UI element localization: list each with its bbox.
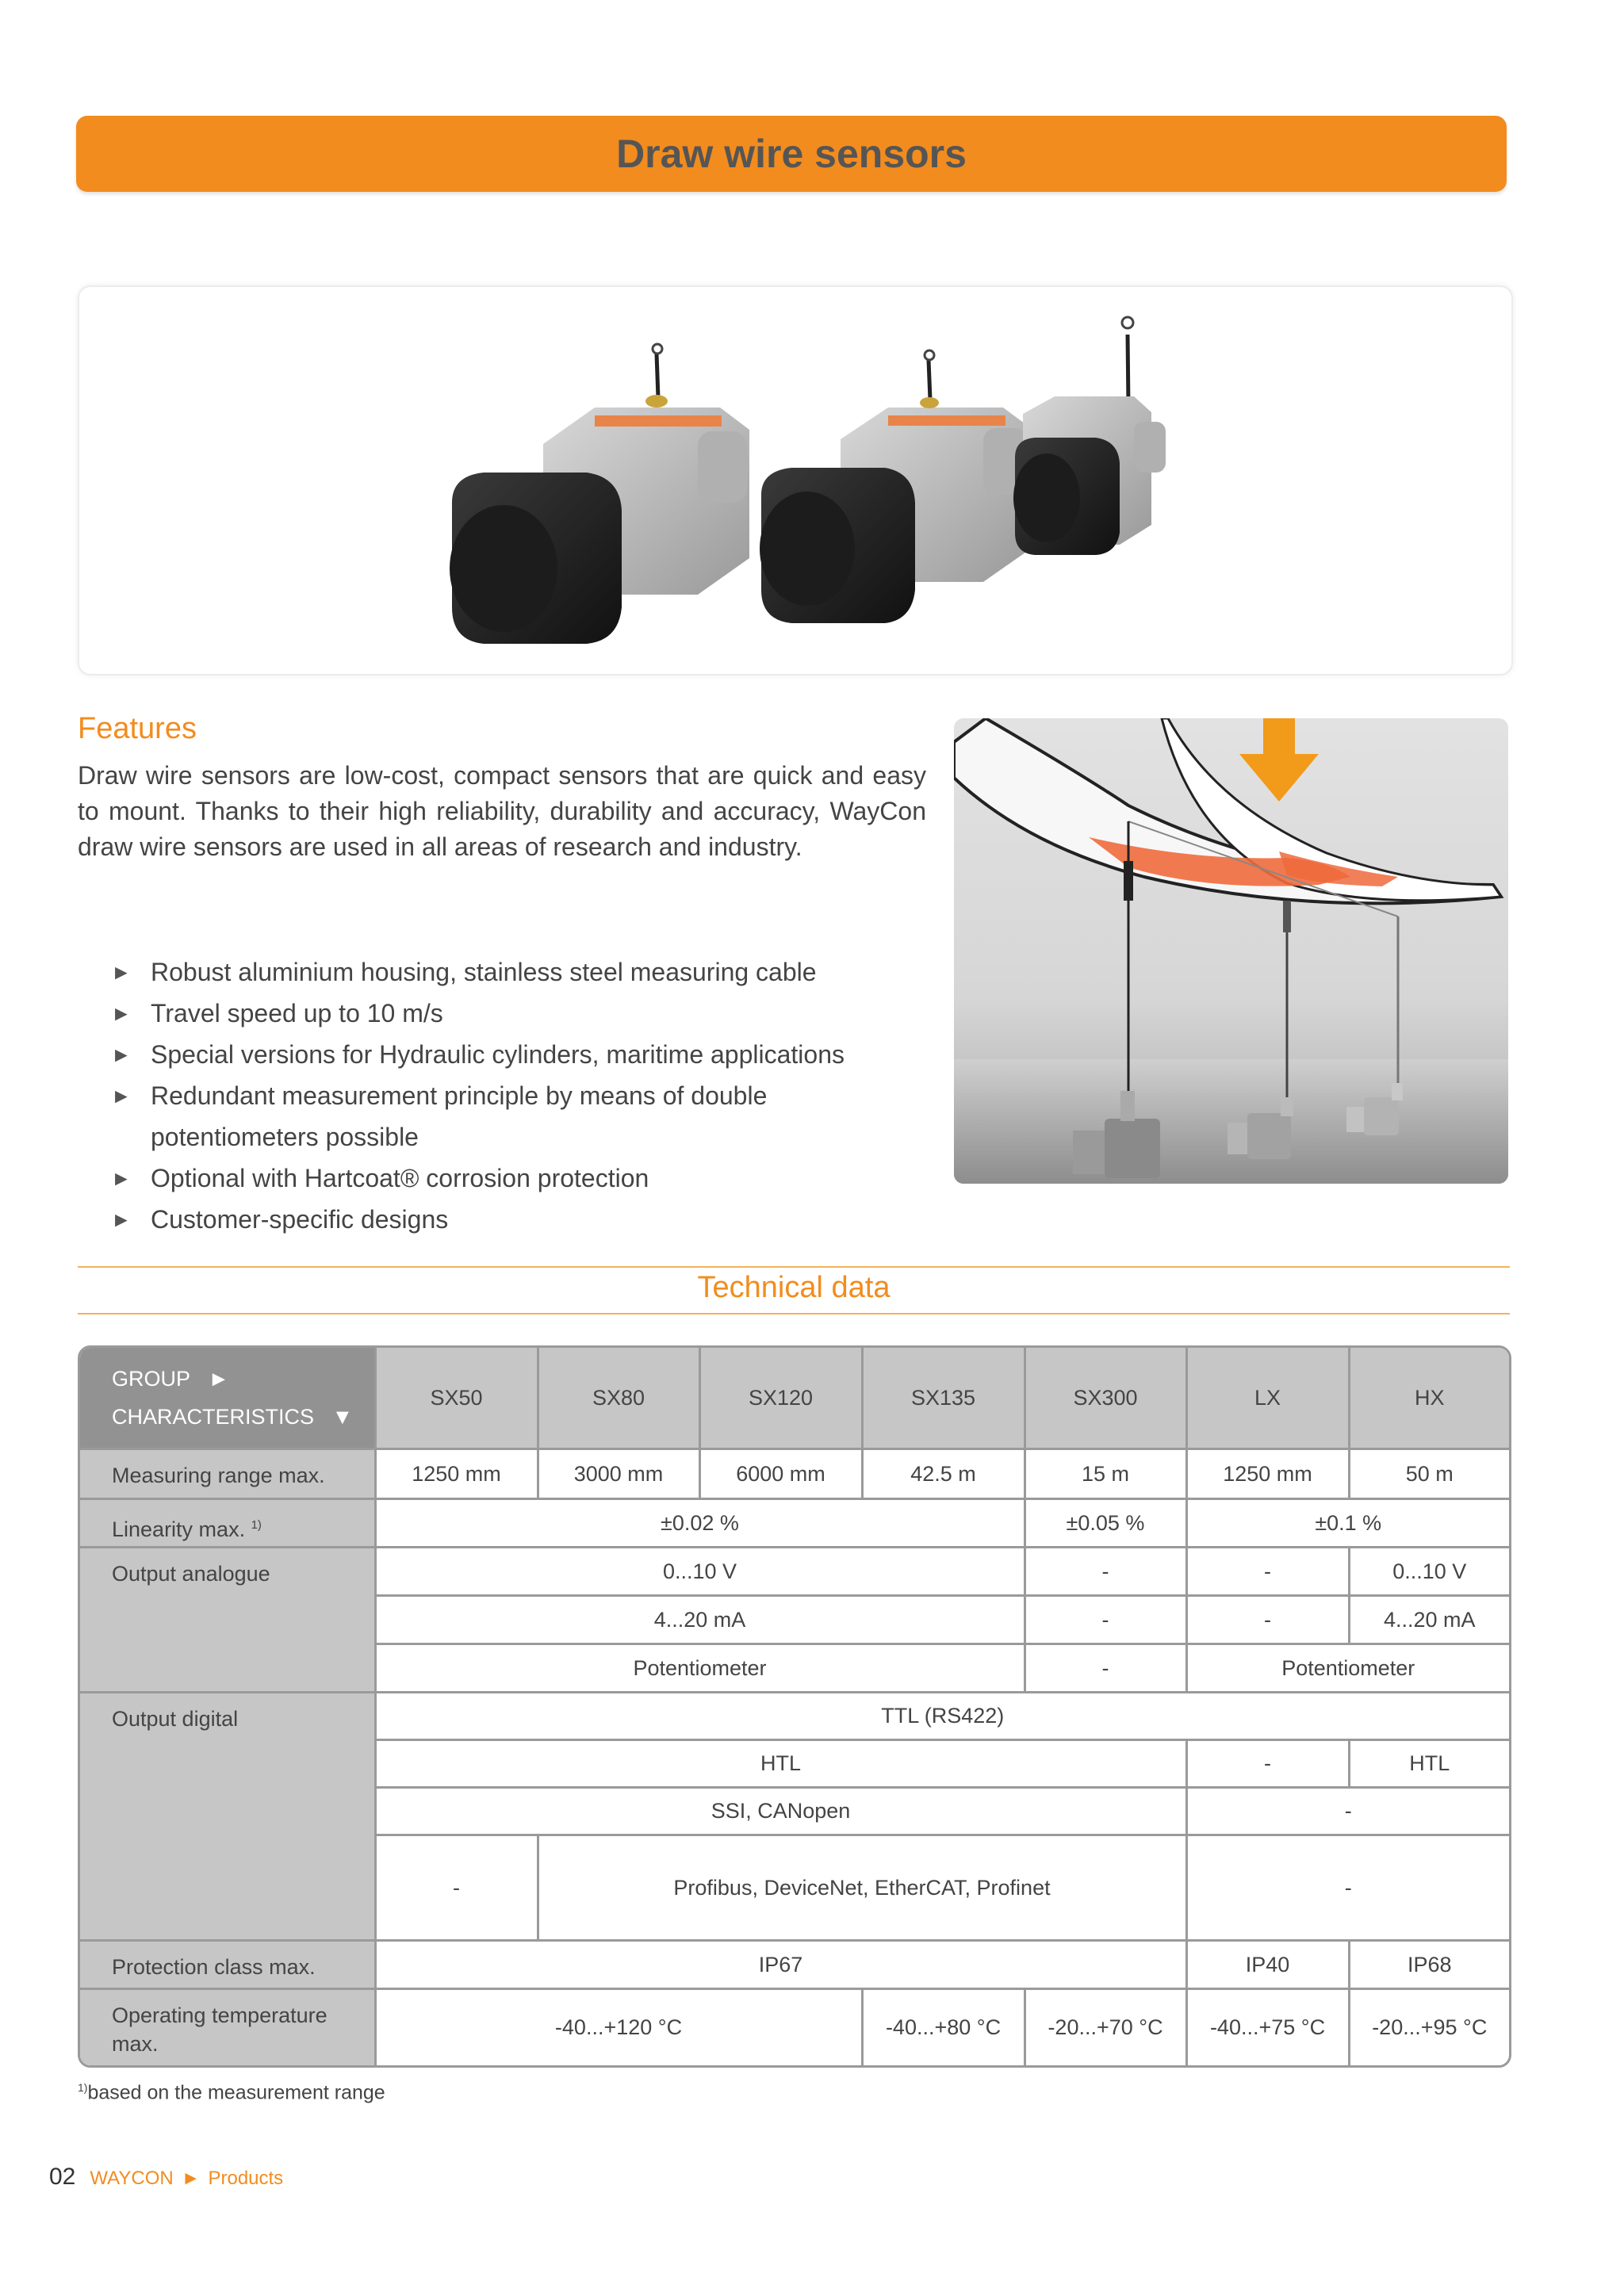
- sensor-large: [450, 344, 749, 644]
- table-cell: -20...+95 °C: [1349, 1989, 1509, 2065]
- features-heading: Features: [78, 712, 197, 745]
- table-cell: 4...20 mA: [375, 1596, 1025, 1644]
- list-item: ► Optional with Hartcoat® corrosion protection: [111, 1158, 904, 1199]
- table-cell: 50 m: [1349, 1449, 1509, 1499]
- model-header: SX135: [862, 1348, 1025, 1449]
- triangle-right-icon: ►: [181, 2168, 201, 2189]
- table-row: [80, 1499, 1509, 1548]
- table-cell: Profibus, DeviceNet, EtherCAT, Profinet: [538, 1835, 1186, 1941]
- features-description: Draw wire sensors are low-cost, compact sensors that are quick and easy to mount. Thanks to their high reliability, durability and accuracy, WayCon draw wire sensors are used in all areas of research and industry.: [78, 761, 926, 861]
- table-cell: ±0.02 %: [375, 1499, 1025, 1548]
- page-title: Draw wire sensors: [616, 132, 967, 176]
- model-header: SX50: [375, 1348, 538, 1449]
- technical-data-heading: Technical data: [697, 1271, 891, 1304]
- table-cell: -40...+120 °C: [375, 1989, 862, 2065]
- list-item: ► Redundant measurement principle by means of double potentiometers possible: [111, 1075, 904, 1158]
- table-cell: 15 m: [1025, 1449, 1186, 1499]
- table-cell: -20...+70 °C: [1025, 1989, 1186, 2065]
- table-row: [80, 1941, 1509, 1989]
- table-cell: -: [375, 1835, 538, 1941]
- page-footer: [49, 2164, 283, 2191]
- table-cell: 0...10 V: [1349, 1548, 1509, 1596]
- list-item: ► Travel speed up to 10 m/s: [111, 993, 904, 1034]
- page-number: 02: [49, 2164, 76, 2190]
- row-label: Protection class max.: [80, 1941, 375, 1989]
- table-cell: IP68: [1349, 1941, 1509, 1989]
- table-row: [80, 1548, 1509, 1596]
- footer-section: Products: [208, 2168, 284, 2189]
- table-cell: -: [1025, 1644, 1186, 1693]
- table-cell: -: [1186, 1788, 1509, 1835]
- table-cell: -: [1186, 1835, 1509, 1941]
- group-characteristics-header: GROUP ► CHARACTERISTICS ▼: [80, 1348, 375, 1449]
- table-cell: 1250 mm: [1186, 1449, 1349, 1499]
- model-header: LX: [1186, 1348, 1349, 1449]
- triangle-right-icon: ►: [208, 1367, 230, 1391]
- table-cell: -: [1186, 1596, 1349, 1644]
- row-label: Operating temperature max.: [80, 1989, 375, 2065]
- table-cell: -: [1025, 1548, 1186, 1596]
- table-cell: 42.5 m: [862, 1449, 1025, 1499]
- row-label: Output digital: [80, 1693, 375, 1941]
- technical-data-table: [78, 1345, 1511, 2068]
- model-header: HX: [1349, 1348, 1509, 1449]
- table-cell: IP67: [375, 1941, 1186, 1989]
- triangle-bullet-icon: ►: [111, 1166, 132, 1190]
- table-cell: 3000 mm: [538, 1449, 699, 1499]
- list-item: ► Robust aluminium housing, stainless steel measuring cable: [111, 951, 904, 993]
- divider-top: [78, 1266, 1510, 1268]
- table-cell: -40...+75 °C: [1186, 1989, 1349, 2065]
- triangle-bullet-icon: ►: [111, 1207, 132, 1231]
- features-list: [111, 951, 904, 1240]
- sensor-small: [1013, 317, 1166, 555]
- product-photo-frame: [78, 285, 1513, 675]
- table-cell: HTL: [1349, 1740, 1509, 1788]
- table-cell: Potentiometer: [1186, 1644, 1509, 1693]
- table-cell: IP40: [1186, 1941, 1349, 1989]
- model-header: SX80: [538, 1348, 699, 1449]
- table-row: [80, 1693, 1509, 1740]
- footer-brand: WAYCON: [90, 2168, 174, 2189]
- triangle-bullet-icon: ►: [111, 1001, 132, 1025]
- table-cell: -: [1025, 1596, 1186, 1644]
- divider-bottom: [78, 1313, 1510, 1314]
- table-header-row: [80, 1348, 1509, 1449]
- row-label: Linearity max. $^{1)}$: [80, 1499, 375, 1548]
- application-illustration: [954, 718, 1508, 1184]
- triangle-bullet-icon: ►: [111, 1084, 132, 1108]
- table-cell: ±0.1 %: [1186, 1499, 1509, 1548]
- triangle-down-icon: ▼: [331, 1405, 354, 1429]
- footnote: $^{1)}$based on the measurement range: [78, 2081, 385, 2104]
- table-row: [80, 1989, 1509, 2065]
- table-cell: 0...10 V: [375, 1548, 1025, 1596]
- table-cell: 4...20 mA: [1349, 1596, 1509, 1644]
- product-photo: [79, 287, 1511, 674]
- table-cell: 6000 mm: [699, 1449, 862, 1499]
- table-cell: HTL: [375, 1740, 1186, 1788]
- table-cell: 1250 mm: [375, 1449, 538, 1499]
- table-cell: SSI, CANopen: [375, 1788, 1186, 1835]
- triangle-bullet-icon: ►: [111, 960, 132, 984]
- table-cell: -: [1186, 1740, 1349, 1788]
- row-label: Output analogue: [80, 1548, 375, 1693]
- model-header: SX300: [1025, 1348, 1186, 1449]
- table-cell: TTL (RS422): [375, 1693, 1509, 1740]
- model-header: SX120: [699, 1348, 862, 1449]
- table-cell: Potentiometer: [375, 1644, 1025, 1693]
- triangle-bullet-icon: ►: [111, 1043, 132, 1066]
- sensor-medium: [760, 350, 1031, 623]
- title-banner: [76, 116, 1507, 192]
- list-item: ► Customer-specific designs: [111, 1199, 904, 1240]
- table-cell: ±0.05 %: [1025, 1499, 1186, 1548]
- row-label: Measuring range max.: [80, 1449, 375, 1499]
- table-cell: -40...+80 °C: [862, 1989, 1025, 2065]
- table-cell: -: [1186, 1548, 1349, 1596]
- list-item: ► Special versions for Hydraulic cylinders, maritime applications: [111, 1034, 904, 1075]
- table-row: [80, 1449, 1509, 1499]
